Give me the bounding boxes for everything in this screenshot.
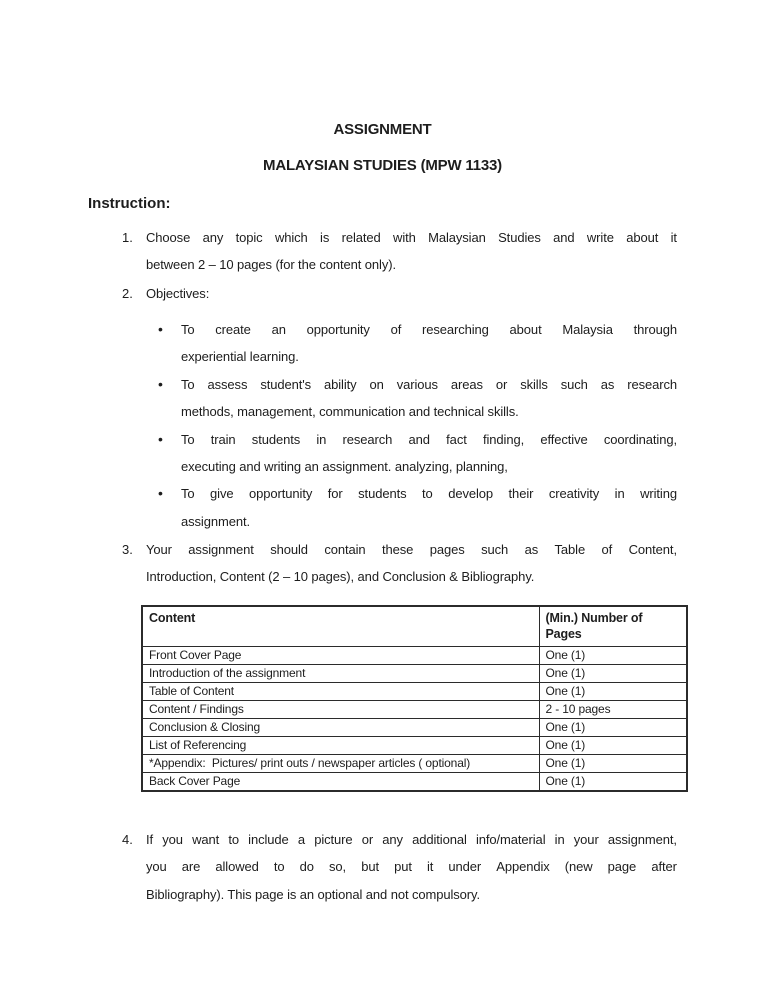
table-cell: One (1) bbox=[539, 737, 687, 755]
list-item-1 bbox=[122, 224, 677, 279]
page-subtitle: MALAYSIAN STUDIES (MPW 1133) bbox=[263, 157, 502, 174]
text-line: Introduction, Content (2 – 10 pages), and Conclusion & Bibliography. bbox=[146, 569, 535, 585]
table-row bbox=[142, 737, 687, 755]
table-cell: List of Referencing bbox=[142, 737, 539, 755]
bullet-icon: • bbox=[158, 430, 163, 447]
table-cell: Content / Findings bbox=[142, 701, 539, 719]
list-item-3 bbox=[122, 536, 677, 591]
table-row bbox=[142, 755, 687, 773]
table-row bbox=[142, 665, 687, 683]
table-cell: One (1) bbox=[539, 665, 687, 683]
bullet-item bbox=[158, 480, 677, 535]
bullet-icon: • bbox=[158, 321, 163, 337]
list-number: 2. bbox=[122, 286, 133, 301]
table-header-content: Content bbox=[142, 606, 539, 647]
table-cell: Table of Content bbox=[142, 683, 539, 701]
bullet-item bbox=[158, 426, 677, 481]
table-cell: Conclusion & Closing bbox=[142, 719, 539, 737]
text-line: executing and writing an assignment. analyzing, planning, bbox=[181, 458, 508, 474]
table-header-row bbox=[142, 606, 687, 647]
table-row bbox=[142, 683, 687, 701]
table-cell: Back Cover Page bbox=[142, 773, 539, 792]
bullet-item bbox=[158, 371, 677, 426]
text-line: between 2 – 10 pages (for the content only). bbox=[146, 257, 396, 273]
table-cell: *Appendix: Pictures/ print outs / newspaper articles ( optional) bbox=[142, 755, 539, 773]
text-line: To give opportunity for students to develop their creativity in writing bbox=[181, 486, 677, 502]
text-line: you are allowed to do so, but put it under Appendix (new page after bbox=[146, 859, 677, 875]
table-cell: Front Cover Page bbox=[142, 647, 539, 665]
text-line: Objectives: bbox=[146, 286, 210, 301]
bullet-item bbox=[158, 316, 677, 371]
list-number: 1. bbox=[122, 230, 133, 245]
table-cell: Introduction of the assignment bbox=[142, 665, 539, 683]
list-number: 4. bbox=[122, 832, 133, 847]
text-line: To train students in research and fact finding, effective coordinating, bbox=[181, 431, 677, 447]
text-line: assignment. bbox=[181, 513, 250, 529]
table-cell: 2 - 10 pages bbox=[539, 701, 687, 719]
list-item-4 bbox=[122, 826, 677, 908]
text-line: Choose any topic which is related with Malaysian Studies and write about it bbox=[146, 230, 677, 245]
table-cell: One (1) bbox=[539, 755, 687, 773]
table-header-pages: (Min.) Number of Pages bbox=[539, 606, 687, 647]
text-line: Bibliography). This page is an optional and not compulsory. bbox=[146, 886, 480, 902]
table-cell: One (1) bbox=[539, 683, 687, 701]
text-line: If you want to include a picture or any additional info/material in your assignment, bbox=[146, 832, 677, 847]
bullet-icon: • bbox=[158, 485, 163, 502]
content-pages-table bbox=[141, 605, 688, 792]
table-row bbox=[142, 647, 687, 665]
table-cell: One (1) bbox=[539, 719, 687, 737]
text-line: Your assignment should contain these pages such as Table of Content, bbox=[146, 542, 677, 557]
table-cell: One (1) bbox=[539, 647, 687, 665]
text-line: To create an opportunity of researching about Malaysia through bbox=[181, 322, 677, 337]
table-row bbox=[142, 773, 687, 792]
table-cell: One (1) bbox=[539, 773, 687, 792]
list-item-2 bbox=[122, 280, 677, 307]
table-row bbox=[142, 719, 687, 737]
bullet-icon: • bbox=[158, 375, 163, 392]
list-number: 3. bbox=[122, 542, 133, 557]
section-heading: Instruction: bbox=[88, 195, 171, 212]
text-line: methods, management, communication and technical skills. bbox=[181, 404, 519, 420]
page-title: ASSIGNMENT bbox=[333, 121, 432, 138]
table-row bbox=[142, 701, 687, 719]
text-line: experiential learning. bbox=[181, 349, 299, 365]
text-line: To assess student's ability on various areas or skills such as research bbox=[181, 376, 677, 392]
